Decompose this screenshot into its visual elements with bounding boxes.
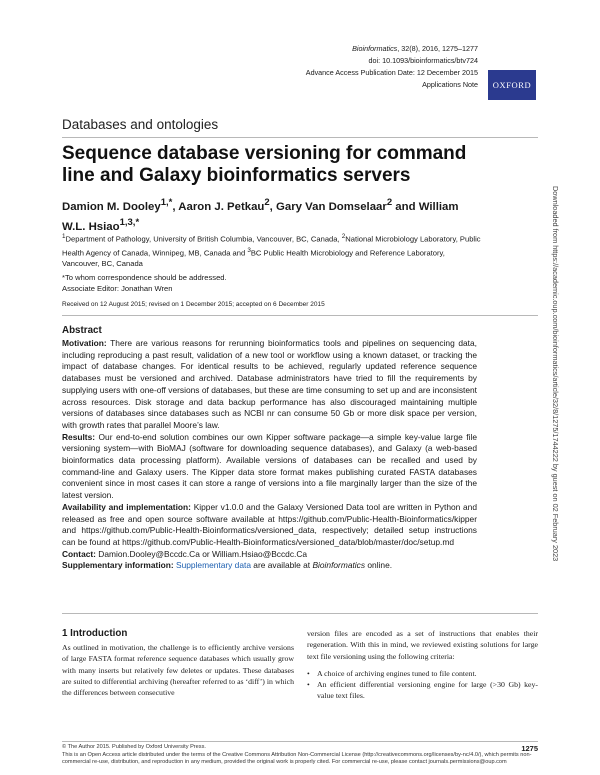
volume-info: , 32(8), 2016, 1275–1277 (397, 44, 478, 53)
oxford-logo: OXFORD (488, 70, 536, 100)
page-number: 1275 (521, 744, 538, 753)
section-heading: Databases and ontologies (62, 117, 219, 132)
correspondence-block (62, 273, 227, 294)
correspondence-note: *To whom correspondence should be addressed. (62, 273, 227, 282)
article-type: Applications Note (422, 80, 478, 89)
introduction-heading: 1 Introduction (62, 628, 128, 639)
advance-access-date: Advance Access Publication Date: 12 December 2015 (305, 68, 478, 77)
author-name: Aaron J. Petkau (178, 200, 265, 213)
affiliation: BC Public Health Microbiology and Reference Laboratory, Vancouver, BC, Canada (62, 248, 445, 269)
copyright: © The Author 2015. Published by Oxford University Press. (62, 744, 206, 750)
abstract-end-divider (62, 613, 538, 614)
intro-column-left (62, 642, 294, 698)
list-item: • An efficient differential versioning engine for large (>30 Gb) key-value text files. (307, 679, 538, 702)
criteria-list (307, 668, 538, 702)
journal-citation (352, 44, 478, 54)
received-dates: Received on 12 August 2015; revised on 1 December 2015; accepted on 6 December 2015 (62, 301, 325, 308)
intro-column-right (307, 628, 538, 702)
footer-divider (62, 741, 538, 742)
intro-paragraph: version files are encoded as a set of instructions that enables their regeneration. With this in mind, we reviewed existing solutions for large text file versioning using the following criteria: (307, 629, 538, 661)
affiliation: National Microbiology Laboratory, Public Health Agency of Canada, Winnipeg, MB, Canada and (62, 234, 481, 258)
author-affiliation-mark: 2 (386, 197, 393, 208)
supplementary-data-link[interactable]: Supplementary data (176, 560, 251, 571)
footer-license (62, 744, 538, 767)
abstract-contact: Contact: Damion.Dooley@Bccdc.Ca or William.Hsiao@Bccdc.Ca (62, 548, 308, 559)
author-name: William W.L. Hsiao (62, 200, 459, 233)
abstract-body (62, 338, 477, 572)
affiliation: Department of Pathology, University of British Columbia, Vancouver, BC, Canada, (65, 234, 342, 244)
abstract-heading: Abstract (62, 325, 102, 336)
abstract-divider (62, 315, 538, 316)
abstract-motivation: Motivation: There are various reasons for rerunning bioinformatics tools and pipelines on sequencing data, including reproducing a past result, validation of a new tool or workflow using a known dataset, or tracking the impact of database changes. For identical results to be achieved, regularly updated reference sequence databases must be versioned and archived. Database administrators have tried to fill the requirements by supplying users with one-off versions of databases, but these are time consuming to set up and are inconsistent across resources. Disk storage and data backup performance has also discouraged maintaining multiple versions of databases since databases such as NCBI nr can consume 50 Gb or more disk space per version, with growth rates that parallel Moore’s law. (62, 338, 477, 430)
abstract-results: Results: Our end-to-end solution combines our own Kipper software package—a simple key-value large file versioning system—with BioMAJ (software for downloading sequence databases), and Galaxy (a web-based bioinformatics data processing platform). Available versions of databases can be recalled and used by command-line and Galaxy users. The Kipper data store format makes publishing curated FASTA databases convenient since in most cases it can store a range of versions into a file marginally larger than the size of the latest version. (62, 431, 477, 501)
author-list: Damion M. Dooley$^{1,*}$, Aaron J. Petkau$^2$, Gary Van Domselaar$^2$ and William W.L. Hsiao$^{1,3,*}$ (62, 197, 459, 233)
affiliations: $^1$Department of Pathology, University of British Columbia, Vancouver, BC, Canada, $^2$National Microbiology Laboratory, Public Health Agency of Canada, Winnipeg, MB, Canada and $^3$BC Public Health Microbiology and Reference Laboratory, Vancouver, BC, Canada (62, 233, 481, 269)
author-affiliation-mark: 1,3,* (119, 216, 140, 228)
abstract-supplementary: Supplementary information: Supplementary data are available at Bioinformatics online. (62, 560, 393, 571)
author-affiliation-mark: 2 (264, 197, 270, 208)
doi[interactable]: doi: 10.1093/bioinformatics/btv724 (368, 56, 478, 65)
journal-name: Bioinformatics (352, 44, 398, 53)
associate-editor: Associate Editor: Jonathan Wren (62, 283, 173, 293)
author-name: Damion M. Dooley (62, 200, 161, 213)
download-watermark (548, 186, 564, 606)
author-name: Gary Van Domselaar (276, 200, 387, 213)
list-item: • A choice of archiving engines tuned to file content. (307, 668, 538, 679)
download-note: Downloaded from https://academic.oup.com/bioinformatics/article/32/8/1275/1744222 by guest on 02 February 2023 (551, 186, 560, 562)
license-text: This is an Open Access article distributed under the terms of the Creative Commons Attribution Non-Commercial License (http://creativecommons.org/licenses/by-nc/4.0/), which permits non-commercial re-use, distribution, and reproduction in any medium, provided the original work is properly cited. For commercial re-use, please contact journals.permissions@oup.com (62, 751, 532, 766)
paper-title: Sequence database versioning for command line and Galaxy bioinformatics servers (62, 143, 467, 186)
section-divider (62, 137, 538, 138)
abstract-availability: Availability and implementation: Kipper v1.0.0 and the Galaxy Versioned Data tool are written in Python and released as free and open source software available at https://github.com/Public-Health-Bioinformatics/kipper and https://github.com/Public-Health-Bioinformatics/versioned_data, respectively; detailed setup instructions can be found at https://github.com/Public-Health-Bioinformatics/versioned_data/blob/master/doc/setup.md (62, 501, 477, 547)
intro-paragraph: As outlined in motivation, the challenge is to efficiently archive versions of large FASTA format reference sequence databases which usually grow with many inserts but relatively few deletes or updates. These databases are suited to differential archiving (hereafter referred to as ‘diff’) in which the differences between consecutive (62, 643, 294, 698)
author-affiliation-mark: 1,* (160, 197, 173, 208)
